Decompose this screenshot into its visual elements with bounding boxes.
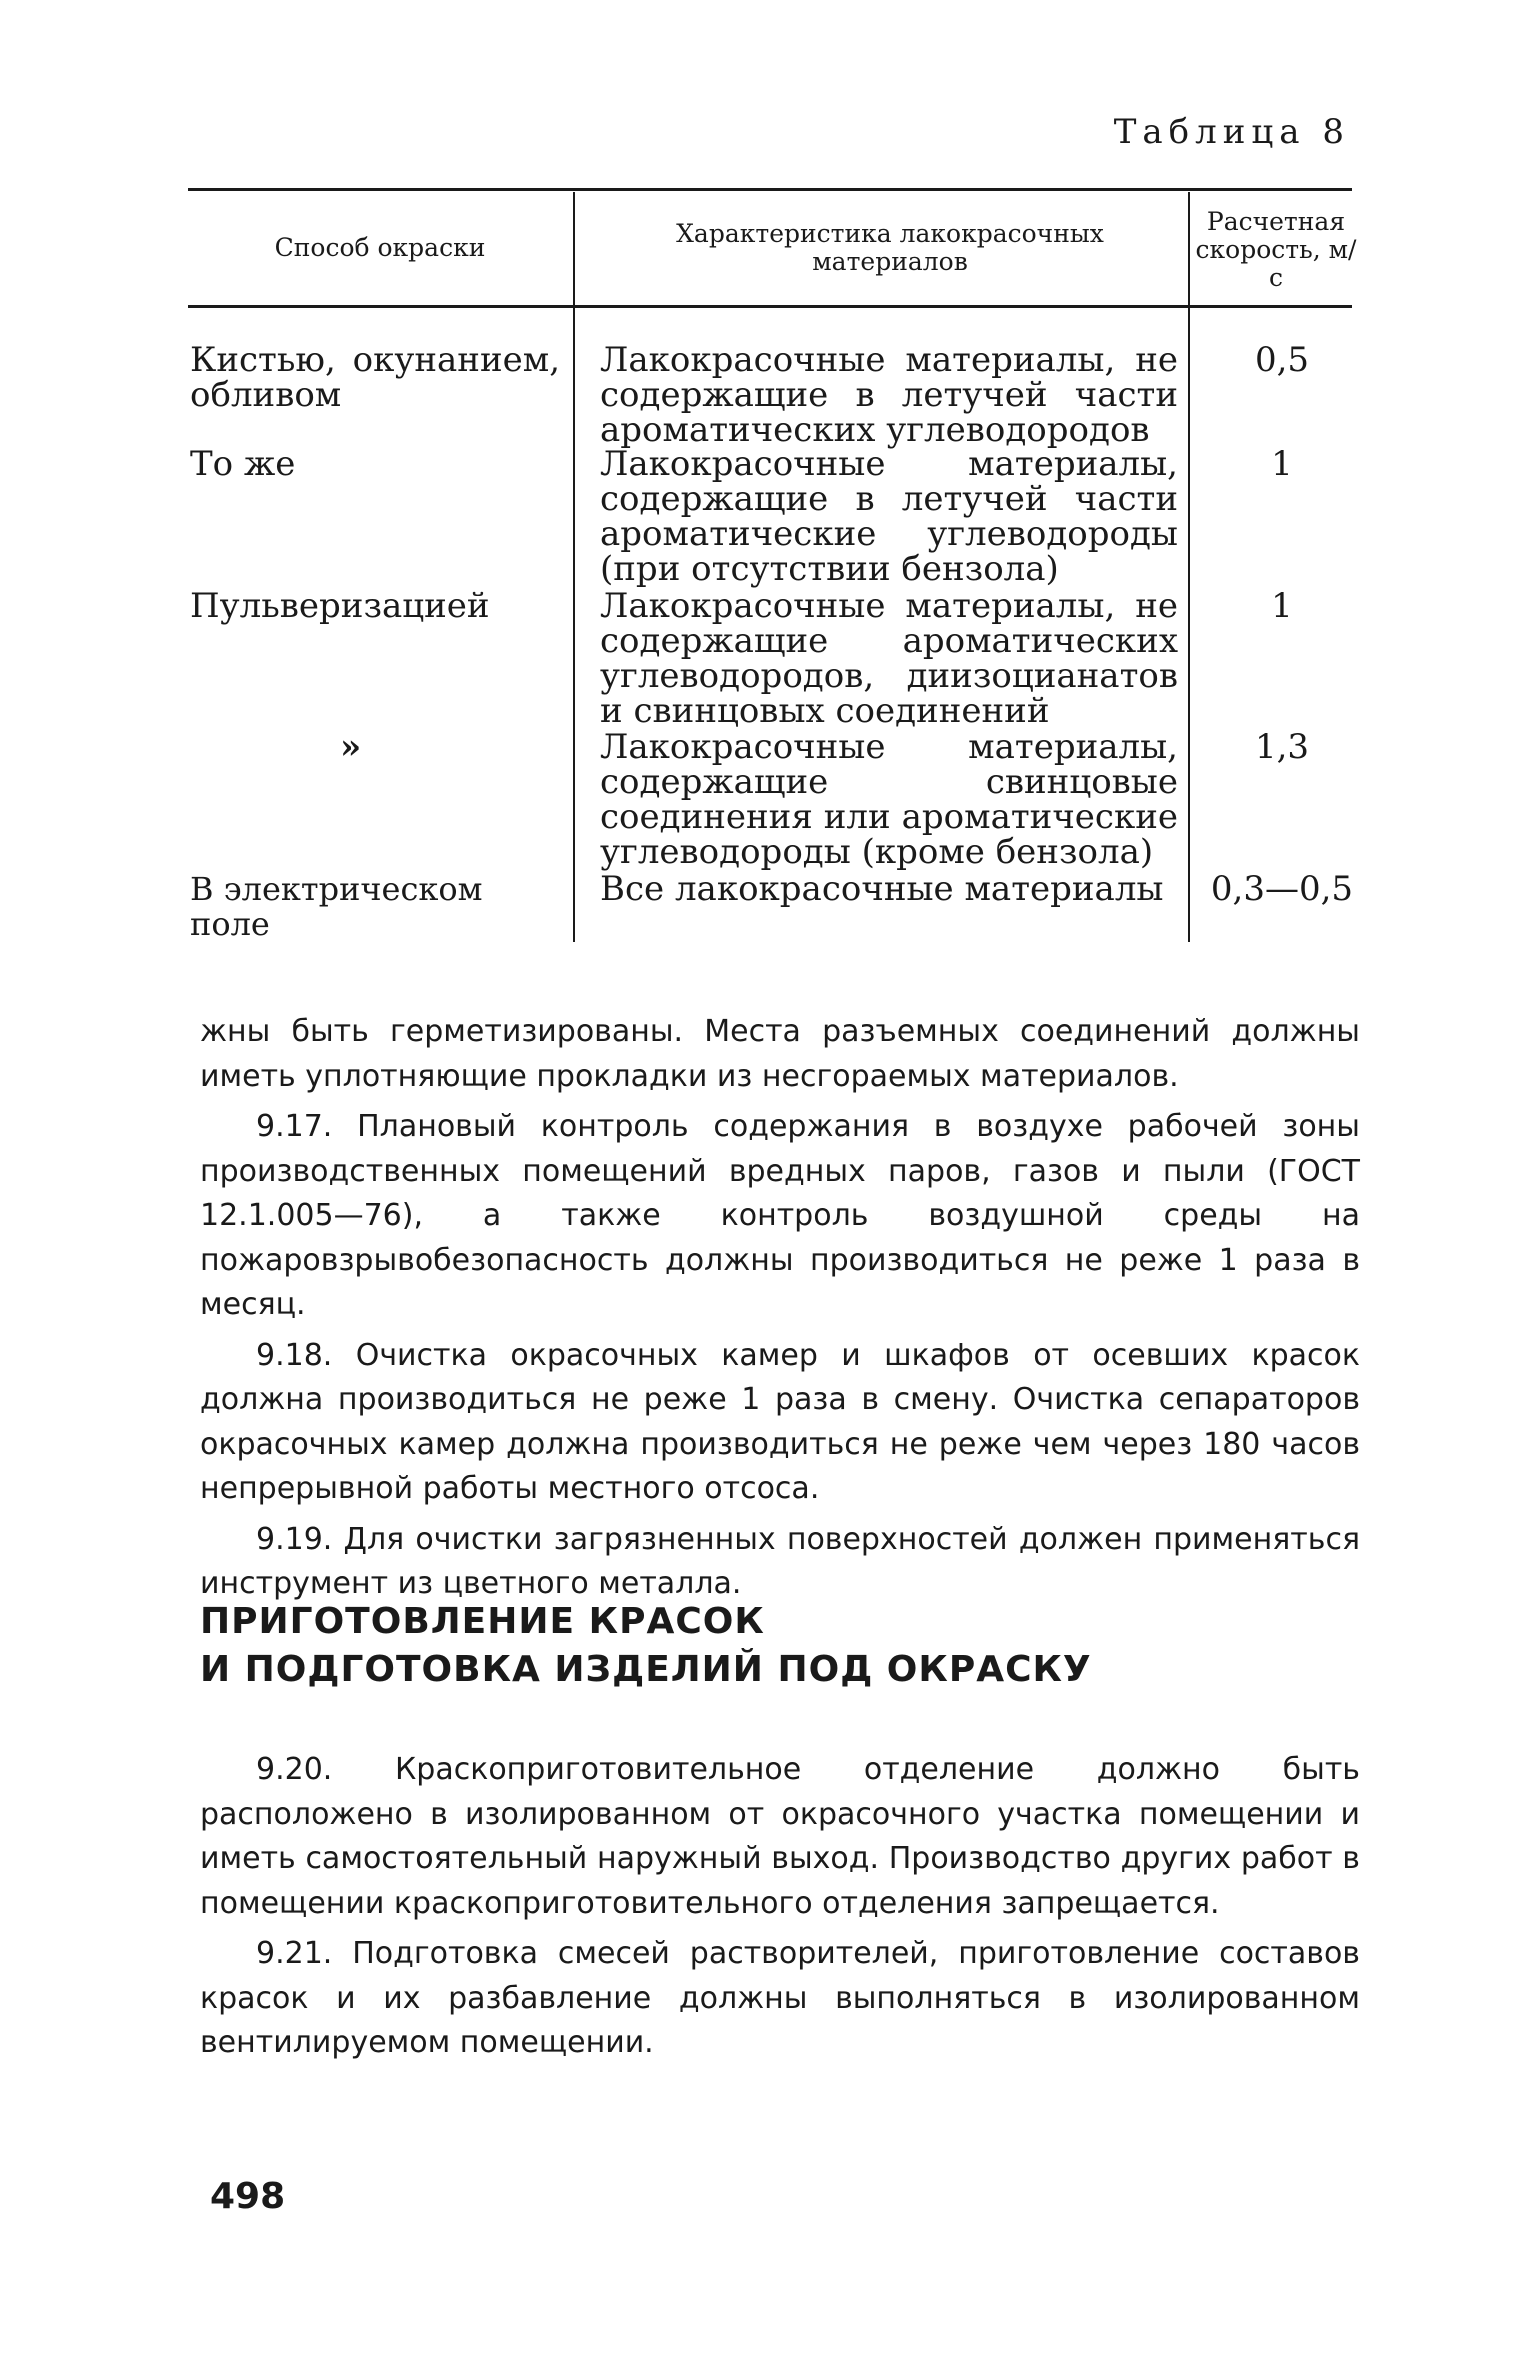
table-row-method: Пульверизацией (190, 586, 490, 626)
section-heading (200, 1598, 1092, 1694)
table-row-method: То же (190, 444, 296, 484)
table-row-characteristic: Лакокрасочные материалы, содержащие в летучей части ароматические углеводороды (при отсутствии бензола) (600, 444, 1178, 589)
table-top-rule (188, 188, 1352, 191)
section-heading-line: И ПОДГОТОВКА ИЗДЕЛИЙ ПОД ОКРАСКУ (200, 1649, 1092, 1690)
table-row-speed: 1 (1271, 586, 1293, 626)
table-row-characteristic: Лакокрасочные материалы, не содержащие в летучей части ароматических углеводородов (600, 340, 1178, 450)
table-row-speed: 0,3—0,5 (1210, 869, 1354, 909)
page-number: 498 (210, 2176, 286, 2217)
body-text-block (200, 1748, 1360, 2066)
table-header-method: Способ окраски (274, 233, 486, 262)
table-header-rule (188, 305, 1352, 308)
table-row-characteristic: Лакокрасочные материалы, не содержащие ароматических углеводородов, диизоцианатов и свинцовых соединений (600, 586, 1178, 731)
paragraph-9-17: 9.17. Плановый контроль содержания в воздухе рабочей зоны производственных помещений вредных паров, газов и пыли (ГОСТ 12.1.005—76), а также контроль воздушной среды на пожаровзрывобезопасность должны производиться не реже 1 раза в месяц. (200, 1109, 1360, 1322)
paragraph-9-21: 9.21. Подготовка смесей растворителей, приготовление составов красок и их разбавление должны выполняться в изолированном вентилируемом помещении. (200, 1936, 1360, 2060)
table-row-method: В электрическом поле (190, 870, 483, 943)
body-text-block (200, 1010, 1360, 1607)
paragraph-9-18: 9.18. Очистка окрасочных камер и шкафов от осевших красок должна производиться не реже 1 раза в смену. Очистка сепараторов окрасочных камер должна производиться не реже чем через 180 часов непрерывной работы местного отсоса. (200, 1337, 1360, 1506)
section-heading-line: ПРИГОТОВЛЕНИЕ КРАСОК (200, 1601, 765, 1642)
table-title: Таблица 8 (1113, 112, 1350, 152)
table-row-method: Кистью, окунанием, обливом (190, 340, 560, 415)
table-column-divider (1188, 192, 1190, 942)
table-row-speed: 0,5 (1254, 340, 1310, 380)
table-column-divider (573, 192, 575, 942)
table-row-characteristic: Лакокрасочные материалы, содержащие свинцовые соединения или ароматические углеводороды (кроме бензола) (600, 727, 1178, 872)
paragraph-continuation: жны быть герметизированы. Места разъемных соединений должны иметь уплотняющие прокладки из несгораемых материалов. (200, 1014, 1360, 1094)
table-header-characteristic: Характеристика лакокрасочных материалов (676, 219, 1104, 276)
table-header-speed: Расчетная скорость, м/с (1195, 207, 1357, 292)
table-row-speed: 1 (1271, 444, 1293, 484)
paragraph-9-19: 9.19. Для очистки загрязненных поверхностей должен применяться инструмент из цветного металла. (200, 1521, 1360, 1601)
table-row-characteristic: Все лакокрасочные материалы (600, 869, 1164, 909)
table-row-speed: 1,3 (1254, 727, 1310, 767)
paragraph-9-20: 9.20. Краскоприготовительное отделение должно быть расположено в изолированном от окрасочного участка помещении и иметь самостоятельный наружный выход. Производство других работ в помещении краскоприготовительного отделения запрещается. (200, 1752, 1360, 1921)
table-row-method: » (340, 727, 362, 767)
